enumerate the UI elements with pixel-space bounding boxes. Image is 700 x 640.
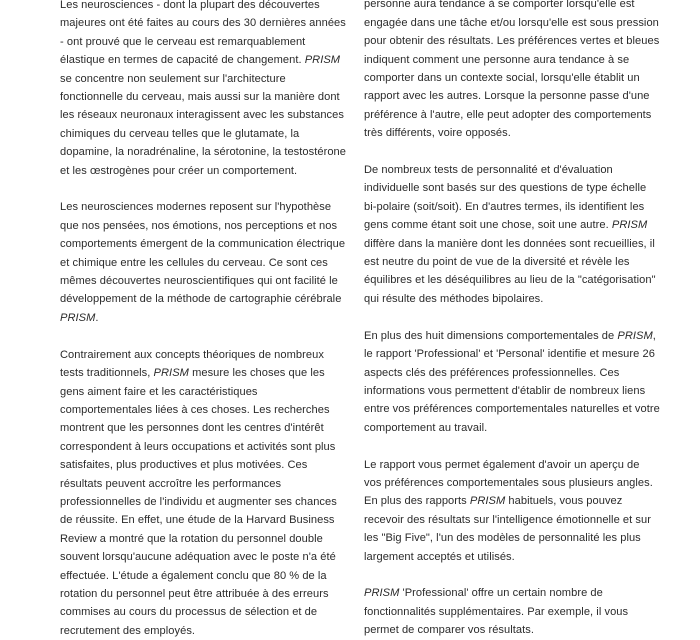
left-paragraph-neurosciences [60,0,350,180]
text-run: Contrairement aux concepts théoriques de nombreux tests traditionnels, [60,348,324,380]
text-run: mesure les choses que les gens aiment faire et les caractéristiques comportementales liées à ces choses. Les recherches montrent que les personnes dont les centres d'intérêt correspondent à leurs occupations et activités sont plus satisfaites, plus productives et plus motivées. Ces résultats peuvent accroître les performances professionnelles de l'individu et augmenter ses chances de réussite. En effet, une étude de la Harvard Business Review a montré que la rotation du personnel double souvent lorsqu'aucune adéquation avec le poste n'a été effectuée. L'étude a également conclu que 80 % de la rotation du personnel peut être attribuée à des erreurs commises au cours du processus de sélection et de recrutement des employés. [60,367,337,637]
text-run: personne aura tendance à se comporter lorsqu'elle est engagée dans une tâche et/ou lorsqu'elle est sous pression pour obtenir des résultats. Les préférences vertes et bleues indiquent comment une personne aura tendance à se comporter dans un contexte social, lorsqu'elle établit un rapport avec les autres. Lorsque la personne passe d'une préférence à l'autre, elle peut adopter des comportements très différents, voire opposés. [364,0,660,140]
text-run: habituels, vous pouvez recevoir des résultats sur l'intelligence émotionnelle et sur les "Big Five", l'un des modèles de personnalité les plus largement acceptés et utilisés. [364,495,651,563]
text-run: Le rapport vous permet également d'avoir un aperçu de vos préférences comportementales sous plusieurs angles. En plus des rapports [364,458,653,508]
text-run: . [95,311,99,324]
text-run: En plus des huit dimensions comportementales de [364,329,618,342]
prism-term: PRISM [153,367,189,380]
prism-term: PRISM [611,219,648,232]
prism-term: PRISM [364,587,400,600]
prism-term: PRISM [617,329,653,342]
left-paragraph-traditional-tests [60,346,350,640]
right-paragraph-colour-preferences [364,0,660,143]
right-paragraph-professional-features [364,584,660,639]
right-paragraph-eight-dimensions [364,327,660,437]
text-run: Les neurosciences modernes reposent sur l'hypothèse que nos pensées, nos émotions, nos perceptions et nos comportements émergent de la communication électrique et chimique entre les cellules du cerveau. Ce sont ces mêmes découvertes neuroscientifiques qui ont facilité le développement de la méthode de cartographie cérébrale [60,201,346,306]
right-column [364,0,660,640]
right-paragraph-report-angles [364,456,660,566]
text-run: , le rapport 'Professional' et 'Personal' identifie et mesure 26 aspects clés des préférences professionnelles. Ces informations vous permettent d'établir de nombreux liens entre vos préférences comportementales naturelles et votre comportement au travail. [364,329,660,434]
text-run: 'Professional' offre un certain nombre de fonctionnalités supplémentaires. Par exemple, il vous permet de comparer vos résultats. [364,587,629,637]
left-paragraph-modern-neurosciences [60,198,350,327]
text-run: De nombreux tests de personnalité et d'évaluation individuelle sont basés sur des questions de type échelle bi-polaire (soit/soit). En d'autres termes, ils identifient les gens comme étant soit une chose, soit une autre. [364,164,647,232]
left-column [60,0,350,640]
prism-term: PRISM [304,54,341,67]
right-paragraph-bipolar-tests [364,161,660,308]
prism-term: PRISM [60,311,96,324]
text-run: Les neurosciences - dont la plupart des découvertes majeures ont été faites au cours des 30 dernières années - ont prouvé que le cerveau est remarquablement élastique en termes de capacité de changement. [60,0,346,67]
text-run: diffère dans la manière dont les données sont recueillies, il est neutre du point de vue de la diversité et révèle les équilibres et les déséquilibres au lieu de la "catégorisation" qui résulte des méthodes bipolaires. [364,237,656,305]
prism-term: PRISM [469,495,506,508]
text-run: se concentre non seulement sur l'architecture fonctionnelle du cerveau, mais aussi sur la manière dont les réseaux neuronaux interagissent avec les substances chimiques du cerveau telles que le glutamate, la dopamine, la noradrénaline, la sérotonine, la testostérone et les œstrogènes pour créer un comportement. [60,72,346,177]
